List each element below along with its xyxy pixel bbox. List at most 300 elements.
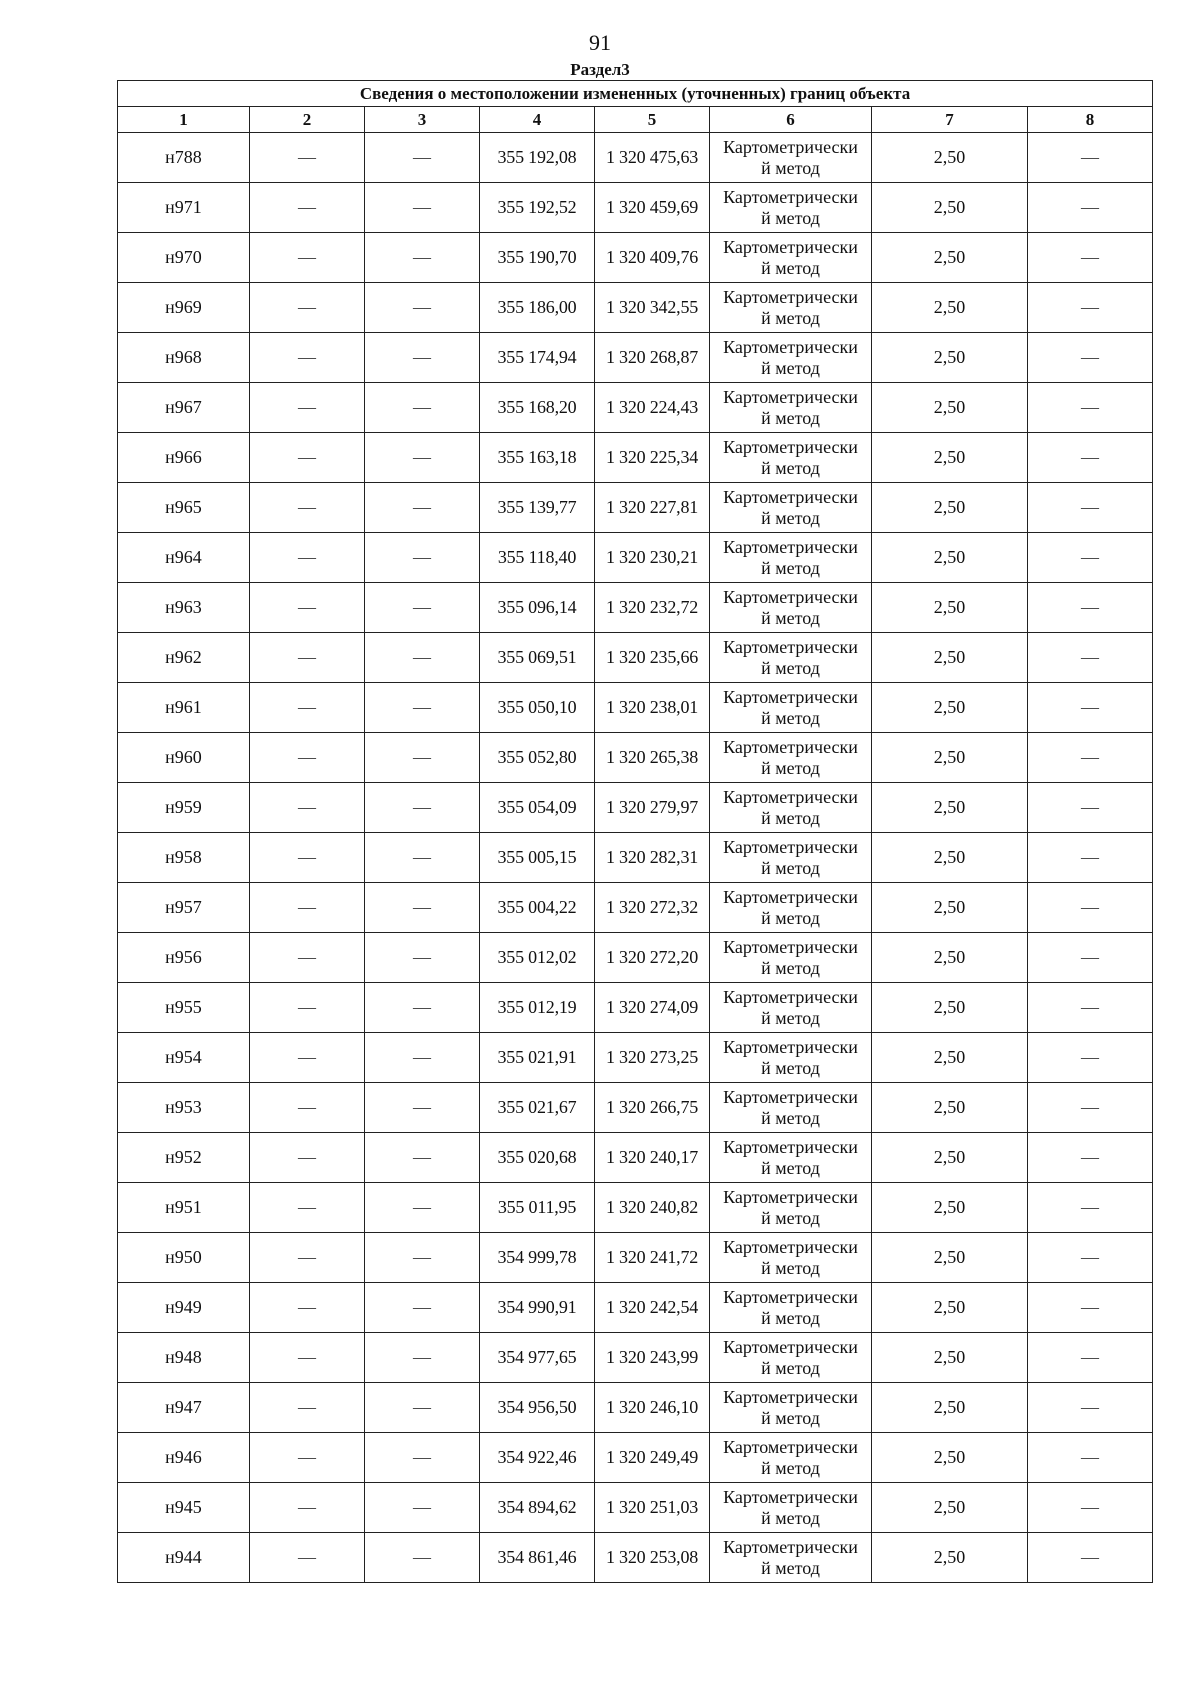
point-name: н949 [118,1283,250,1333]
method-cell [710,1333,872,1383]
empty-cell: — [365,133,480,183]
method-line-1: Картометрически [723,1136,858,1157]
point-name: н965 [118,483,250,533]
accuracy-value: 2,50 [872,933,1028,983]
empty-cell: — [250,1233,365,1283]
accuracy-value: 2,50 [872,583,1028,633]
empty-cell: — [250,1483,365,1533]
method-line-1: Картометрически [723,1186,858,1207]
method-line-2: й метод [761,1057,820,1078]
method-cell [710,683,872,733]
point-name: н948 [118,1333,250,1383]
method-line-2: й метод [761,307,820,328]
empty-cell: — [250,1433,365,1483]
empty-cell: — [250,1133,365,1183]
accuracy-value: 2,50 [872,133,1028,183]
table-row [118,183,1153,233]
table-row [118,333,1153,383]
empty-cell: — [1028,833,1153,883]
accuracy-value: 2,50 [872,1433,1028,1483]
coordinate-x: 355 012,19 [480,983,595,1033]
coordinate-x: 355 069,51 [480,633,595,683]
coordinate-x: 354 922,46 [480,1433,595,1483]
coordinate-x: 355 190,70 [480,233,595,283]
method-cell [710,1283,872,1333]
accuracy-value: 2,50 [872,533,1028,583]
point-name: н947 [118,1383,250,1433]
method-cell [710,1033,872,1083]
method-line-2: й метод [761,557,820,578]
point-name: н950 [118,1233,250,1283]
empty-cell: — [250,133,365,183]
accuracy-value: 2,50 [872,1233,1028,1283]
column-number: 4 [480,107,595,133]
method-line-2: й метод [761,1157,820,1178]
method-line-1: Картометрически [723,586,858,607]
accuracy-value: 2,50 [872,833,1028,883]
coordinate-x: 355 004,22 [480,883,595,933]
boundary-coordinates-table [117,80,1153,1583]
empty-cell: — [250,733,365,783]
method-cell [710,933,872,983]
method-line-1: Картометрически [723,186,858,207]
empty-cell: — [250,433,365,483]
empty-cell: — [1028,383,1153,433]
method-cell [710,1133,872,1183]
table-row [118,483,1153,533]
coordinate-y: 1 320 251,03 [595,1483,710,1533]
empty-cell: — [1028,1133,1153,1183]
coordinate-y: 1 320 243,99 [595,1333,710,1383]
empty-cell: — [250,583,365,633]
method-line-1: Картометрически [723,1286,858,1307]
accuracy-value: 2,50 [872,1283,1028,1333]
empty-cell: — [250,233,365,283]
method-cell [710,383,872,433]
point-name: н958 [118,833,250,883]
accuracy-value: 2,50 [872,1033,1028,1083]
empty-cell: — [365,1533,480,1583]
coordinate-x: 355 020,68 [480,1133,595,1183]
empty-cell: — [250,1533,365,1583]
empty-cell: — [1028,133,1153,183]
table-row [118,583,1153,633]
method-line-2: й метод [761,1107,820,1128]
table-row [118,683,1153,733]
method-line-2: й метод [761,807,820,828]
empty-cell: — [365,233,480,283]
point-name: н968 [118,333,250,383]
table-row [118,1433,1153,1483]
table-caption: Сведения о местоположении измененных (уточненных) границ объекта [118,81,1153,107]
empty-cell: — [250,483,365,533]
method-cell [710,1483,872,1533]
method-cell [710,833,872,883]
method-line-1: Картометрически [723,536,858,557]
coordinate-y: 1 320 225,34 [595,433,710,483]
empty-cell: — [1028,183,1153,233]
method-line-2: й метод [761,1407,820,1428]
method-cell [710,733,872,783]
coordinate-x: 355 011,95 [480,1183,595,1233]
coordinate-y: 1 320 282,31 [595,833,710,883]
method-line-2: й метод [761,907,820,928]
coordinate-y: 1 320 232,72 [595,583,710,633]
accuracy-value: 2,50 [872,433,1028,483]
coordinate-x: 355 139,77 [480,483,595,533]
method-line-2: й метод [761,1457,820,1478]
empty-cell: — [1028,933,1153,983]
method-cell [710,1083,872,1133]
method-cell [710,883,872,933]
point-name: н971 [118,183,250,233]
empty-cell: — [365,683,480,733]
method-cell [710,183,872,233]
empty-cell: — [250,783,365,833]
coordinate-x: 354 990,91 [480,1283,595,1333]
method-line-2: й метод [761,757,820,778]
coordinate-x: 355 021,67 [480,1083,595,1133]
empty-cell: — [365,1283,480,1333]
point-name: н969 [118,283,250,333]
table-row [118,1083,1153,1133]
coordinate-y: 1 320 268,87 [595,333,710,383]
method-line-1: Картометрически [723,1236,858,1257]
coordinate-y: 1 320 475,63 [595,133,710,183]
coordinate-y: 1 320 459,69 [595,183,710,233]
point-name: н970 [118,233,250,283]
accuracy-value: 2,50 [872,1533,1028,1583]
coordinate-y: 1 320 342,55 [595,283,710,333]
method-cell [710,433,872,483]
table-row [118,933,1153,983]
method-line-2: й метод [761,357,820,378]
method-cell [710,583,872,633]
method-line-1: Картометрически [723,386,858,407]
coordinate-x: 355 096,14 [480,583,595,633]
method-line-1: Картометрически [723,686,858,707]
method-line-2: й метод [761,1307,820,1328]
method-line-2: й метод [761,657,820,678]
method-line-1: Картометрически [723,1536,858,1557]
empty-cell: — [1028,333,1153,383]
point-name: н957 [118,883,250,933]
point-name: н962 [118,633,250,683]
point-name: н951 [118,1183,250,1233]
empty-cell: — [365,1183,480,1233]
point-name: н967 [118,383,250,433]
table-row [118,1183,1153,1233]
coordinate-x: 354 977,65 [480,1333,595,1383]
empty-cell: — [365,383,480,433]
coordinate-x: 355 168,20 [480,383,595,433]
method-line-1: Картометрически [723,836,858,857]
coordinate-x: 355 021,91 [480,1033,595,1083]
method-cell [710,483,872,533]
method-line-1: Картометрически [723,986,858,1007]
method-line-2: й метод [761,1207,820,1228]
table-row [118,383,1153,433]
empty-cell: — [250,1033,365,1083]
accuracy-value: 2,50 [872,783,1028,833]
point-name: н960 [118,733,250,783]
coordinate-y: 1 320 242,54 [595,1283,710,1333]
accuracy-value: 2,50 [872,1133,1028,1183]
table-row [118,1283,1153,1333]
accuracy-value: 2,50 [872,1383,1028,1433]
empty-cell: — [250,983,365,1033]
accuracy-value: 2,50 [872,333,1028,383]
empty-cell: — [365,1133,480,1183]
coordinate-y: 1 320 238,01 [595,683,710,733]
method-cell [710,133,872,183]
point-name: н788 [118,133,250,183]
empty-cell: — [1028,1033,1153,1083]
method-cell [710,1533,872,1583]
empty-cell: — [250,1283,365,1333]
accuracy-value: 2,50 [872,183,1028,233]
empty-cell: — [1028,1383,1153,1433]
empty-cell: — [250,1183,365,1233]
empty-cell: — [1028,1183,1153,1233]
coordinate-x: 355 052,80 [480,733,595,783]
method-line-1: Картометрически [723,1436,858,1457]
empty-cell: — [365,183,480,233]
method-line-2: й метод [761,957,820,978]
coordinate-y: 1 320 279,97 [595,783,710,833]
table-row [118,433,1153,483]
method-cell [710,283,872,333]
coordinate-x: 354 956,50 [480,1383,595,1433]
coordinate-y: 1 320 253,08 [595,1533,710,1583]
coordinate-y: 1 320 273,25 [595,1033,710,1083]
empty-cell: — [1028,683,1153,733]
method-line-2: й метод [761,857,820,878]
table-row [118,883,1153,933]
empty-cell: — [365,533,480,583]
empty-cell: — [365,283,480,333]
accuracy-value: 2,50 [872,1083,1028,1133]
coordinate-x: 355 012,02 [480,933,595,983]
table-row [118,633,1153,683]
point-name: н959 [118,783,250,833]
method-cell [710,783,872,833]
coordinate-y: 1 320 240,82 [595,1183,710,1233]
accuracy-value: 2,50 [872,1483,1028,1533]
method-line-1: Картометрически [723,1486,858,1507]
empty-cell: — [365,733,480,783]
method-line-2: й метод [761,707,820,728]
coordinate-y: 1 320 227,81 [595,483,710,533]
coordinate-y: 1 320 409,76 [595,233,710,283]
method-line-1: Картометрически [723,1386,858,1407]
column-number: 2 [250,107,365,133]
method-line-2: й метод [761,257,820,278]
empty-cell: — [250,833,365,883]
method-cell [710,233,872,283]
coordinate-x: 355 050,10 [480,683,595,733]
method-cell [710,983,872,1033]
empty-cell: — [365,583,480,633]
method-line-1: Картометрически [723,136,858,157]
column-number: 7 [872,107,1028,133]
coordinate-x: 355 054,09 [480,783,595,833]
table-row [118,983,1153,1033]
method-line-1: Картометрически [723,936,858,957]
coordinate-x: 355 005,15 [480,833,595,883]
coordinate-y: 1 320 246,10 [595,1383,710,1433]
method-line-1: Картометрически [723,486,858,507]
empty-cell: — [365,1333,480,1383]
point-name: н945 [118,1483,250,1533]
empty-cell: — [1028,583,1153,633]
empty-cell: — [1028,1083,1153,1133]
empty-cell: — [1028,733,1153,783]
table-row [118,1533,1153,1583]
point-name: н966 [118,433,250,483]
table-row [118,1383,1153,1433]
section-title: Раздел3 [570,60,630,79]
method-line-2: й метод [761,407,820,428]
empty-cell: — [365,1033,480,1083]
empty-cell: — [365,983,480,1033]
table-row [118,733,1153,783]
coordinate-x: 355 118,40 [480,533,595,583]
method-cell [710,1183,872,1233]
coordinate-x: 354 894,62 [480,1483,595,1533]
empty-cell: — [365,1483,480,1533]
empty-cell: — [365,1433,480,1483]
empty-cell: — [250,283,365,333]
empty-cell: — [365,1083,480,1133]
accuracy-value: 2,50 [872,983,1028,1033]
method-line-2: й метод [761,1507,820,1528]
empty-cell: — [250,683,365,733]
method-line-1: Картометрически [723,1036,858,1057]
table-row [118,1483,1153,1533]
empty-cell: — [365,883,480,933]
method-line-2: й метод [761,157,820,178]
method-line-1: Картометрически [723,336,858,357]
empty-cell: — [250,633,365,683]
column-number: 6 [710,107,872,133]
coordinate-y: 1 320 272,32 [595,883,710,933]
point-name: н946 [118,1433,250,1483]
accuracy-value: 2,50 [872,283,1028,333]
table-row [118,283,1153,333]
coordinate-y: 1 320 266,75 [595,1083,710,1133]
empty-cell: — [1028,1283,1153,1333]
table-row [118,133,1153,183]
coordinate-y: 1 320 230,21 [595,533,710,583]
coordinate-y: 1 320 274,09 [595,983,710,1033]
coordinate-y: 1 320 241,72 [595,1233,710,1283]
table-row [118,783,1153,833]
coordinate-y: 1 320 249,49 [595,1433,710,1483]
column-number: 8 [1028,107,1153,133]
empty-cell: — [365,483,480,533]
accuracy-value: 2,50 [872,233,1028,283]
coordinate-x: 355 186,00 [480,283,595,333]
method-cell [710,533,872,583]
empty-cell: — [250,533,365,583]
empty-cell: — [1028,1233,1153,1283]
table-row [118,1133,1153,1183]
table-row [118,233,1153,283]
accuracy-value: 2,50 [872,883,1028,933]
table-row [118,1033,1153,1083]
empty-cell: — [250,1383,365,1433]
empty-cell: — [1028,1333,1153,1383]
table-body [118,133,1153,1583]
method-line-1: Картометрически [723,636,858,657]
empty-cell: — [1028,783,1153,833]
method-line-1: Картометрически [723,786,858,807]
empty-cell: — [365,1383,480,1433]
method-line-1: Картометрически [723,236,858,257]
empty-cell: — [1028,1483,1153,1533]
method-cell [710,633,872,683]
empty-cell: — [1028,533,1153,583]
method-line-2: й метод [761,1257,820,1278]
coordinate-x: 355 163,18 [480,433,595,483]
coordinate-y: 1 320 235,66 [595,633,710,683]
column-number: 3 [365,107,480,133]
empty-cell: — [1028,983,1153,1033]
method-line-2: й метод [761,207,820,228]
accuracy-value: 2,50 [872,483,1028,533]
coordinate-y: 1 320 240,17 [595,1133,710,1183]
empty-cell: — [1028,283,1153,333]
empty-cell: — [250,333,365,383]
method-line-1: Картометрически [723,1086,858,1107]
column-number: 1 [118,107,250,133]
method-line-1: Картометрически [723,886,858,907]
method-line-2: й метод [761,457,820,478]
method-cell [710,1233,872,1283]
method-line-1: Картометрически [723,736,858,757]
empty-cell: — [250,183,365,233]
empty-cell: — [365,433,480,483]
method-cell [710,333,872,383]
method-line-2: й метод [761,1357,820,1378]
empty-cell: — [1028,1433,1153,1483]
empty-cell: — [365,833,480,883]
method-line-2: й метод [761,607,820,628]
coordinate-x: 354 861,46 [480,1533,595,1583]
coordinate-x: 354 999,78 [480,1233,595,1283]
point-name: н952 [118,1133,250,1183]
accuracy-value: 2,50 [872,1333,1028,1383]
accuracy-value: 2,50 [872,633,1028,683]
point-name: н944 [118,1533,250,1583]
empty-cell: — [250,1333,365,1383]
method-line-1: Картометрически [723,1336,858,1357]
table-row [118,1333,1153,1383]
point-name: н964 [118,533,250,583]
empty-cell: — [1028,483,1153,533]
empty-cell: — [365,333,480,383]
method-line-1: Картометрически [723,436,858,457]
coordinate-y: 1 320 224,43 [595,383,710,433]
table-row [118,833,1153,883]
table-row [118,1233,1153,1283]
accuracy-value: 2,50 [872,683,1028,733]
empty-cell: — [1028,633,1153,683]
method-line-2: й метод [761,1007,820,1028]
accuracy-value: 2,50 [872,733,1028,783]
point-name: н953 [118,1083,250,1133]
